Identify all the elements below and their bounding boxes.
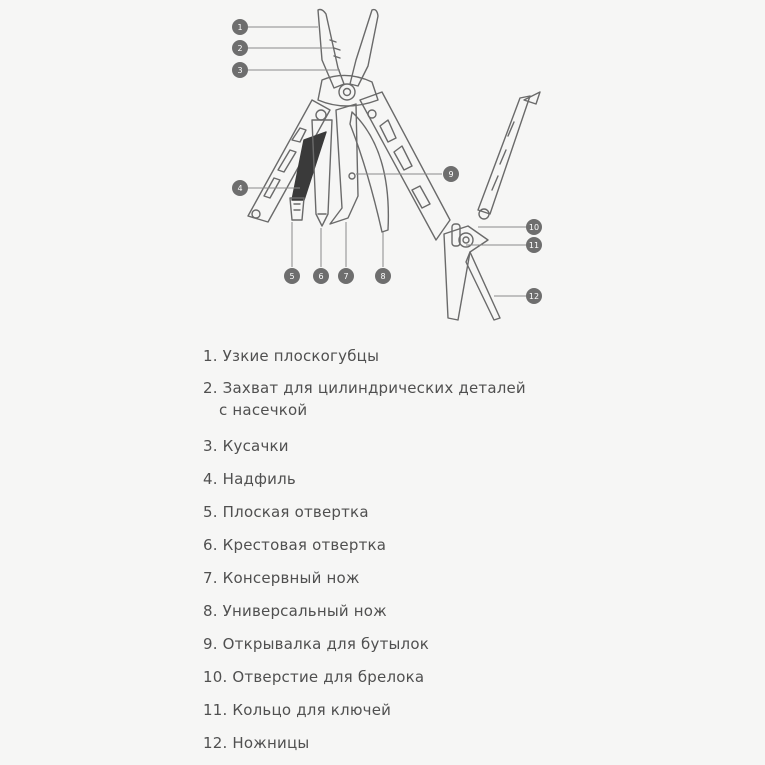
legend-item-8: 8. Универсальный нож — [203, 602, 387, 620]
callout-9 — [443, 166, 459, 182]
callout-12 — [526, 288, 542, 304]
legend-item-7: 7. Консервный нож — [203, 569, 360, 587]
svg-text:3: 3 — [237, 66, 243, 75]
legend-item-2-line2: с насечкой — [219, 401, 308, 419]
callout-11 — [526, 237, 542, 253]
legend-item-2-line1: 2. Захват для цилиндрических деталей — [203, 379, 526, 397]
scissors-arm — [478, 92, 540, 219]
callout-5 — [284, 268, 300, 284]
svg-text:8: 8 — [380, 272, 386, 281]
legend-item-3: 3. Кусачки — [203, 437, 289, 455]
legend-item-11: 11. Кольцо для ключей — [203, 701, 392, 719]
legend-item-12: 12. Ножницы — [203, 734, 310, 752]
file-blade — [292, 132, 326, 200]
svg-text:6: 6 — [318, 272, 324, 281]
legend-item-1: 1. Узкие плоскогубцы — [203, 347, 380, 365]
left-handle — [248, 100, 330, 222]
svg-text:10: 10 — [528, 223, 540, 232]
svg-text:4: 4 — [237, 184, 243, 193]
callout-2 — [232, 40, 248, 56]
parts-legend — [203, 344, 583, 764]
legend-item-5: 5. Плоская отвертка — [203, 503, 369, 521]
svg-text:7: 7 — [343, 272, 349, 281]
svg-text:11: 11 — [528, 241, 540, 250]
legend-item-2 — [203, 377, 583, 434]
callout-4 — [232, 180, 248, 196]
callout-1 — [232, 19, 248, 35]
scissors — [444, 224, 500, 320]
callout-7 — [338, 268, 354, 284]
right-handle — [360, 92, 450, 240]
can-opener — [330, 104, 358, 224]
svg-text:5: 5 — [289, 272, 295, 281]
svg-text:1: 1 — [237, 23, 243, 32]
callout-8 — [375, 268, 391, 284]
legend-item-10: 10. Отверстие для брелока — [203, 668, 425, 686]
callout-10 — [526, 219, 542, 235]
legend-item-4: 4. Надфиль — [203, 470, 296, 488]
svg-text:9: 9 — [448, 170, 454, 179]
pivot-joint — [318, 75, 378, 106]
flat-screwdriver — [290, 198, 304, 220]
svg-text:12: 12 — [528, 292, 540, 301]
svg-text:2: 2 — [237, 44, 243, 53]
callout-6 — [313, 268, 329, 284]
callout-3 — [232, 62, 248, 78]
legend-item-6: 6. Крестовая отвертка — [203, 536, 387, 554]
legend-item-9: 9. Открывалка для бутылок — [203, 635, 429, 653]
